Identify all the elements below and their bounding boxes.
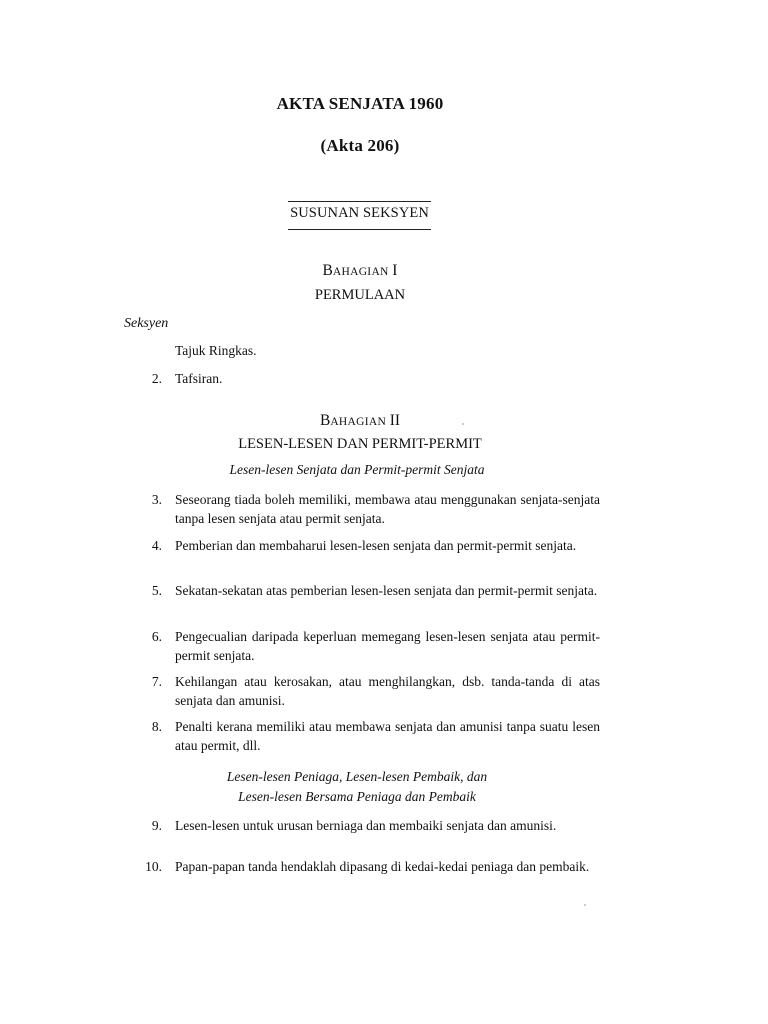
act-number: (Akta 206) <box>320 136 400 155</box>
document-page: AKTA SENJATA 1960 (Akta 206) SUSUNAN SEKSYEN BAHAGIAN I PERMULAAN Seksyen Tajuk Ringkas. 2. Tafsiran. BAHAGIAN II LESEN-LESEN DAN PERMIT-PERMIT Lesen-lesen Senjata dan Permit-permit Senjata 3. Seseorang tiada boleh memiliki, membawa atau menggunakan senjata-senjata tanpa lesen senjata atau permit senjata. 4. Pemberian dan membaharui lesen-lesen senjata dan permit-permit senjata. 5. Sekatan-sekatan atas pemberian lesen-lesen senjata dan permit-permit senjata. 6. Pengecualian daripada keperluan memegang lesen-lesen senjata atau permit-permit senjata. 7. Kehilangan atau kerosakan, atau menghilangkan, dsb. tanda-tanda di atas senjata dan amunisi. 8. Penalti kerana memiliki atau membawa senjata dan amunisi tanpa suatu lesen atau permit, dll. Lesen-lesen Peniaga, Lesen-lesen Pembaik, dan Lesen-lesen Bersama Peniaga dan Pembaik 9. Lesen-lesen untuk urusan berniaga dan membaiki senjata dan amunisi. 10. Papan-papan tanda hendaklah dipasang di kedai-kedai peniaga dan pembaik. <box>0 0 768 1024</box>
part-2-label: BAHAGIAN II <box>319 412 401 429</box>
top-rule <box>288 201 431 202</box>
bottom-rule <box>288 229 431 230</box>
part-2-title: LESEN-LESEN DAN PERMIT-PERMIT <box>238 436 482 452</box>
scan-speck <box>462 423 464 425</box>
act-title: AKTA SENJATA 1960 <box>276 94 444 113</box>
part-2-subheading: Lesen-lesen Senjata dan Permit-permit Senjata <box>229 462 485 477</box>
section-column-label: Seksyen <box>124 316 169 331</box>
contents-heading: SUSUNAN SEKSYEN <box>290 205 429 221</box>
scan-speck <box>584 904 586 906</box>
part-1-label: BAHAGIAN I <box>322 262 398 279</box>
part-2-subheading-2-line-2: Lesen-lesen Bersama Peniaga dan Pembaik <box>238 789 476 804</box>
part-2-subheading-2-line-1: Lesen-lesen Peniaga, Lesen-lesen Pembaik, dan <box>226 769 488 784</box>
part-1-title: PERMULAAN <box>314 287 406 303</box>
